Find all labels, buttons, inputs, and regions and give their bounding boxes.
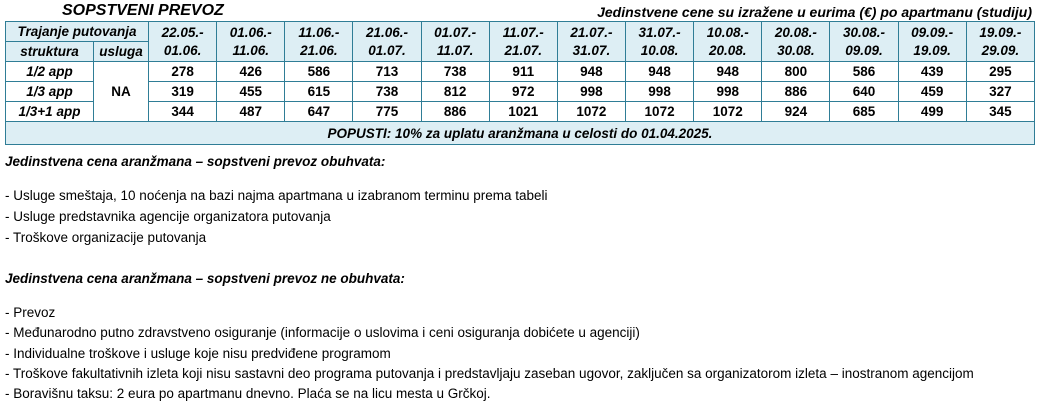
price-table [5, 21, 1035, 145]
usluga-label: usluga [94, 42, 149, 62]
price-cell: 345 [966, 102, 1034, 122]
price-cell: 998 [626, 82, 694, 102]
price-cell: 738 [353, 82, 421, 102]
price-cell: 1072 [557, 102, 625, 122]
excludes-item: - Međunarodno putno zdravstveno osiguranje (informacije o uslovima i ceni osiguranja dobićete u agenciji) [5, 325, 640, 340]
currency-note: Jedinstvene cene su izražene u eurima (€) po apartmanu (studiju) [597, 4, 1032, 20]
price-cell: 886 [762, 82, 830, 102]
price-cell: 998 [557, 82, 625, 102]
price-cell: 948 [694, 62, 762, 82]
price-cell: 487 [217, 102, 285, 122]
price-cell: 948 [626, 62, 694, 82]
price-cell: 344 [149, 102, 217, 122]
period-4: 01.07.- 11.07. [421, 22, 489, 62]
price-cell: 455 [217, 82, 285, 102]
period-6: 21.07.- 31.07. [557, 22, 625, 62]
row-label: 1/3 app [6, 82, 94, 102]
price-cell: 775 [353, 102, 421, 122]
trajanje-label: Trajanje putovanja [6, 22, 149, 42]
period-5: 11.07.- 21.07. [489, 22, 557, 62]
table-header-row [6, 22, 1035, 42]
price-cell: 1072 [626, 102, 694, 122]
table-row [6, 82, 1035, 102]
struktura-label: struktura [6, 42, 94, 62]
price-cell: 800 [762, 62, 830, 82]
period-10: 30.08.- 09.09. [830, 22, 898, 62]
period-0: 22.05.- 01.06. [149, 22, 217, 62]
period-9: 20.08.- 30.08. [762, 22, 830, 62]
period-12: 19.09.- 29.09. [966, 22, 1034, 62]
period-3: 21.06.- 01.07. [353, 22, 421, 62]
price-cell: 439 [898, 62, 966, 82]
price-cell: 426 [217, 62, 285, 82]
excludes-heading: Jedinstvena cena aranžmana – sopstveni prevoz ne obuhvata: [5, 271, 405, 286]
row-label: 1/3+1 app [6, 102, 94, 122]
usluga-value: NA [94, 62, 149, 122]
excludes-item: - Troškove fakultativnih izleta koji nisu sastavni deo programa putovanja i predstavljaju zaseban ugovor, zaključen sa organizatorom izleta – inostranom agencijom [5, 366, 974, 381]
price-cell: 615 [285, 82, 353, 102]
includes-item: - Usluge smeštaja, 10 noćenja na bazi najma apartmana u izabranom terminu prema tabeli [5, 188, 548, 203]
table-row [6, 62, 1035, 82]
price-cell: 278 [149, 62, 217, 82]
price-cell: 327 [966, 82, 1034, 102]
price-cell: 911 [489, 62, 557, 82]
price-cell: 586 [830, 62, 898, 82]
period-2: 11.06.- 21.06. [285, 22, 353, 62]
includes-heading: Jedinstvena cena aranžmana – sopstveni prevoz obuhvata: [5, 154, 386, 169]
price-cell: 738 [421, 62, 489, 82]
period-1: 01.06.- 11.06. [217, 22, 285, 62]
price-cell: 586 [285, 62, 353, 82]
table-row [6, 102, 1035, 122]
price-cell: 1021 [489, 102, 557, 122]
price-cell: 972 [489, 82, 557, 102]
includes-item: - Troškove organizacije putovanja [5, 230, 207, 245]
period-7: 31.07.- 10.08. [626, 22, 694, 62]
price-cell: 499 [898, 102, 966, 122]
period-8: 10.08.- 20.08. [694, 22, 762, 62]
excludes-item: - Boravišnu taksu: 2 eura po apartmanu dnevno. Plaća se na licu mesta u Grčkoj. [5, 386, 491, 401]
price-cell: 886 [421, 102, 489, 122]
price-cell: 647 [285, 102, 353, 122]
discount-note: POPUSTI: 10% za uplatu aranžmana u celosti do 01.04.2025. [6, 122, 1035, 145]
price-cell: 685 [830, 102, 898, 122]
price-cell: 1072 [694, 102, 762, 122]
price-cell: 319 [149, 82, 217, 102]
price-cell: 998 [694, 82, 762, 102]
price-cell: 812 [421, 82, 489, 102]
popusti-row [6, 122, 1035, 145]
page-title: SOPSTVENI PREVOZ [62, 2, 224, 19]
period-11: 09.09.- 19.09. [898, 22, 966, 62]
row-label: 1/2 app [6, 62, 94, 82]
excludes-item: - Prevoz [5, 305, 56, 320]
price-cell: 948 [557, 62, 625, 82]
excludes-item: - Individualne troškove i usluge koje nisu predviđene programom [5, 346, 391, 361]
price-cell: 713 [353, 62, 421, 82]
price-cell: 924 [762, 102, 830, 122]
price-cell: 295 [966, 62, 1034, 82]
price-cell: 640 [830, 82, 898, 102]
price-cell: 459 [898, 82, 966, 102]
includes-item: - Usluge predstavnika agencije organizatora putovanja [5, 209, 331, 224]
